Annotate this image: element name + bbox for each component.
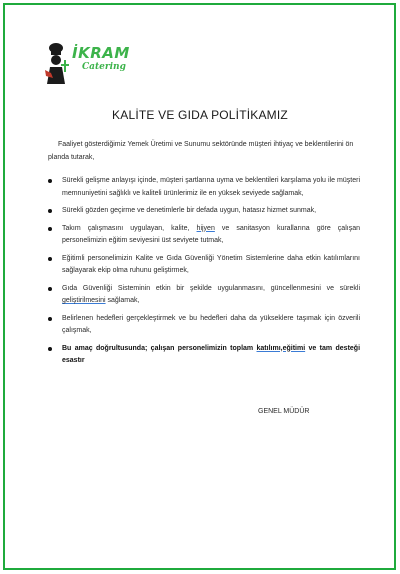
underlined-word: katılımı,eğitimi [256,344,306,352]
bullet-icon [48,347,52,351]
list-item-text: ve sanitasyon kurallarına göre çalışan personelimizin eğitim seviyesini üst seviyete tutmak, [62,224,360,244]
page-title: KALİTE VE GIDA POLİTİKAMIZ [112,108,288,122]
policy-list [48,175,360,373]
list-item-text: sağlamak, [105,297,140,304]
bullet-icon [48,209,52,213]
list-item [48,175,360,200]
list-item-text: Takım çalışmasını uygulayan, kalite, [62,224,197,232]
list-item-text: Sürekli gelişme anlayışı içinde, müşteri şartlarına uyma ve beklentileri karşılama yolu ile müşteri memnuniyetini sağlıklı ve kaliteli ürünlerimiz ile en yüksek seviyede sağlamak, [62,177,360,197]
bullet-icon [48,257,52,261]
list-item-text: Gıda Güvenliği Sisteminin etkin bir şekilde uygulanmasını, güncellenmesini ve sürekli [62,284,360,292]
bullet-icon [48,179,52,183]
underlined-word: hijyen [196,224,215,232]
bullet-icon [48,317,52,321]
list-item [48,283,360,308]
list-item [48,205,360,218]
logo-subtitle: Catering [82,62,126,72]
list-item [48,343,360,368]
list-item-text: ve tam desteği esastır [62,344,361,364]
logo-name: İKRAM [72,44,130,62]
list-item-text: Eğitimli personelimizin Kalite ve Gıda Güvenliği Yönetim Sistemlerine daha etkin katılımlarını sağlayarak ekip olma ruhunu geliştirmek, [62,254,360,274]
company-logo [42,40,132,90]
intro-paragraph: Faaliyet gösterdiğimiz Yemek Üretimi ve Sunumu sektöründe müşteri ihtiyaç ve beklentilerini ön planda tutarak, [48,141,354,161]
list-item [48,313,360,338]
underlined-word: geliştirilmesini [62,297,106,304]
list-item-text: Bu amaç doğrultusunda; çalışan personelimizin toplam [62,344,257,352]
bullet-icon [48,227,52,231]
list-item [48,223,360,248]
signature-title: GENEL MÜDÜR [258,408,310,415]
bullet-icon [48,287,52,291]
list-item [48,253,360,278]
list-item-text: Belirlenen hedefleri gerçekleştirmek ve bu hedefleri daha da yükseklere taşımak için özverili çalışmak, [62,314,360,334]
chef-icon [42,40,72,90]
list-item-text: Sürekli gözden geçirme ve denetimlerle bir defada uygun, hatasız hizmet sunmak, [62,207,317,214]
